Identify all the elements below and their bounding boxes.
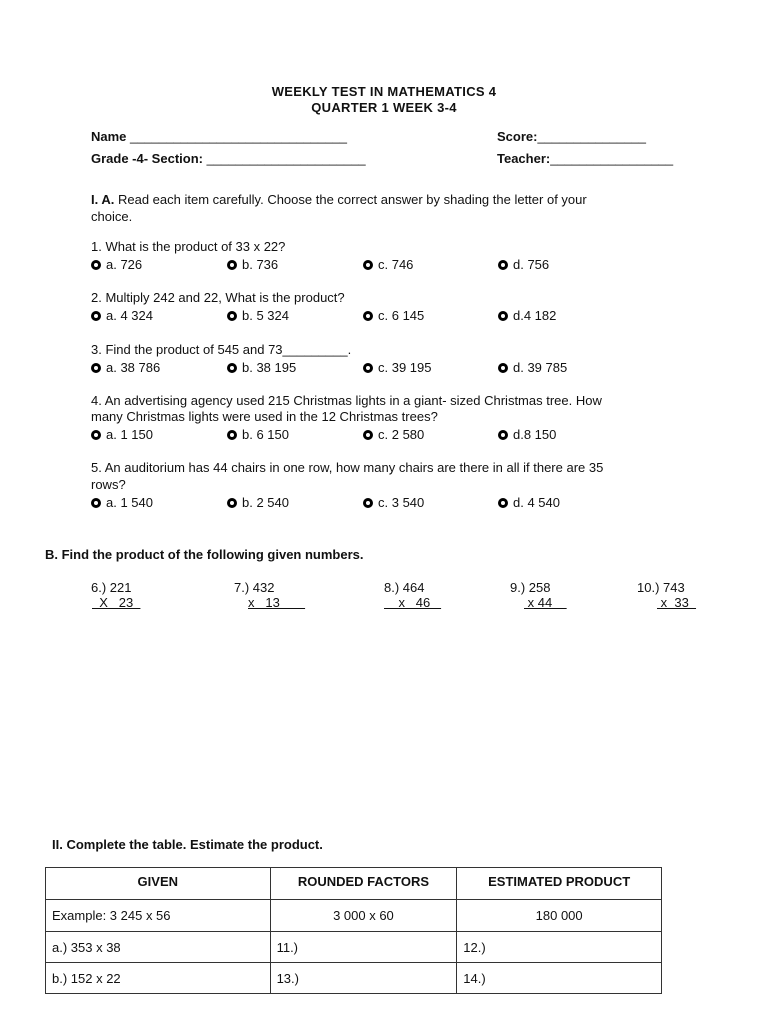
- answer-bubble-icon[interactable]: [91, 430, 101, 440]
- problem-8-top: 8.) 464: [384, 580, 425, 595]
- answer-bubble-icon[interactable]: [363, 363, 373, 373]
- answer-bubble-icon[interactable]: [91, 260, 101, 270]
- grade-section-field: [91, 151, 366, 166]
- problem-6-bottom: X 23: [92, 595, 141, 610]
- problem-10-top: 10.) 743: [637, 580, 685, 595]
- problem-10: [637, 580, 696, 610]
- teacher-blank: _________________: [550, 151, 674, 166]
- column-header-rounded-factors: ROUNDED FACTORS: [270, 868, 457, 900]
- problem-6: [91, 580, 140, 610]
- column-header-given: GIVEN: [46, 868, 271, 900]
- part-ia-instruction-line1: Read each item carefully. Choose the correct answer by shading the letter of your: [117, 192, 587, 207]
- option-4d[interactable]: d.8 150: [498, 427, 556, 442]
- answer-bubble-icon[interactable]: [363, 498, 373, 508]
- part-b-heading: B. Find the product of the following given numbers.: [45, 547, 364, 562]
- table-cell: 3 000 x 60: [270, 900, 457, 932]
- table-row: [46, 900, 662, 932]
- answer-cell-11[interactable]: 11.): [270, 932, 457, 963]
- teacher-label: Teacher:: [497, 151, 551, 166]
- problem-7-bottom: x 13: [248, 595, 306, 610]
- option-2d[interactable]: d.4 182: [498, 308, 556, 323]
- problem-8-bottom: x 46: [384, 595, 442, 610]
- answer-bubble-icon[interactable]: [363, 430, 373, 440]
- teacher-field: [497, 151, 673, 166]
- option-3d[interactable]: d. 39 785: [498, 360, 567, 375]
- problem-9-bottom: x 44: [524, 595, 567, 610]
- answer-bubble-icon[interactable]: [227, 430, 237, 440]
- score-field: [497, 129, 646, 144]
- problem-9-top: 9.) 258: [510, 580, 551, 595]
- table-row: [46, 932, 662, 963]
- table-header-row: [46, 868, 662, 900]
- answer-bubble-icon[interactable]: [227, 498, 237, 508]
- option-2a[interactable]: a. 4 324: [91, 308, 153, 323]
- answer-bubble-icon[interactable]: [498, 311, 508, 321]
- answer-bubble-icon[interactable]: [227, 311, 237, 321]
- option-3b[interactable]: b. 38 195: [227, 360, 296, 375]
- table-cell: 180 000: [457, 900, 662, 932]
- grade-section-blank: ______________________: [206, 151, 366, 166]
- option-5d[interactable]: d. 4 540: [498, 495, 560, 510]
- name-label: Name: [91, 129, 127, 144]
- answer-bubble-icon[interactable]: [498, 260, 508, 270]
- part-ia-label: I. A.: [91, 192, 115, 207]
- question-4-line1: 4. An advertising agency used 215 Christmas lights in a giant- sized Christmas tree. How: [91, 393, 602, 408]
- option-1b[interactable]: b. 736: [227, 257, 278, 272]
- answer-bubble-icon[interactable]: [227, 260, 237, 270]
- option-5c[interactable]: c. 3 540: [363, 495, 424, 510]
- option-5a[interactable]: a. 1 540: [91, 495, 153, 510]
- part-ia-instruction-line2: choice.: [91, 209, 133, 224]
- option-2b[interactable]: b. 5 324: [227, 308, 289, 323]
- problem-7: [234, 580, 305, 610]
- option-1d[interactable]: d. 756: [498, 257, 549, 272]
- answer-bubble-icon[interactable]: [363, 311, 373, 321]
- answer-bubble-icon[interactable]: [498, 363, 508, 373]
- score-label: Score:: [497, 129, 538, 144]
- problem-7-top: 7.) 432: [234, 580, 275, 595]
- name-field: [91, 129, 347, 144]
- answer-bubble-icon[interactable]: [363, 260, 373, 270]
- table-cell: Example: 3 245 x 56: [46, 900, 271, 932]
- question-5-line1: 5. An auditorium has 44 chairs in one row, how many chairs are there in all if there are 35: [91, 460, 604, 475]
- answer-bubble-icon[interactable]: [498, 498, 508, 508]
- table-cell: b.) 152 x 22: [46, 963, 271, 994]
- estimation-table: [45, 867, 662, 994]
- test-subtitle: QUARTER 1 WEEK 3-4: [311, 100, 457, 115]
- option-3a[interactable]: a. 38 786: [91, 360, 160, 375]
- problem-8: [384, 580, 441, 610]
- option-3c[interactable]: c. 39 195: [363, 360, 432, 375]
- question-3: 3. Find the product of 545 and 73_________.: [91, 342, 352, 357]
- score-blank: _______________: [537, 129, 646, 144]
- column-header-estimated-product: ESTIMATED PRODUCT: [457, 868, 662, 900]
- name-blank: ______________________________: [130, 129, 347, 144]
- question-5-line2: rows?: [91, 477, 126, 492]
- table-row: [46, 963, 662, 994]
- answer-cell-13[interactable]: 13.): [270, 963, 457, 994]
- answer-bubble-icon[interactable]: [91, 498, 101, 508]
- part-ia-instruction: [91, 192, 587, 207]
- answer-bubble-icon[interactable]: [227, 363, 237, 373]
- problem-10-bottom: x 33: [657, 595, 697, 610]
- test-title: WEEKLY TEST IN MATHEMATICS 4: [271, 84, 497, 99]
- answer-bubble-icon[interactable]: [91, 311, 101, 321]
- question-1: 1. What is the product of 33 x 22?: [91, 239, 286, 254]
- question-2: 2. Multiply 242 and 22, What is the product?: [91, 290, 345, 305]
- answer-bubble-icon[interactable]: [91, 363, 101, 373]
- option-1a[interactable]: a. 726: [91, 257, 142, 272]
- grade-section-label: Grade -4- Section:: [91, 151, 203, 166]
- answer-cell-12[interactable]: 12.): [457, 932, 662, 963]
- option-5b[interactable]: b. 2 540: [227, 495, 289, 510]
- option-4b[interactable]: b. 6 150: [227, 427, 289, 442]
- part-ii-heading: II. Complete the table. Estimate the product.: [52, 837, 323, 852]
- table-cell: a.) 353 x 38: [46, 932, 271, 963]
- problem-9: [510, 580, 567, 610]
- option-2c[interactable]: c. 6 145: [363, 308, 424, 323]
- answer-bubble-icon[interactable]: [498, 430, 508, 440]
- option-4a[interactable]: a. 1 150: [91, 427, 153, 442]
- option-4c[interactable]: c. 2 580: [363, 427, 424, 442]
- answer-cell-14[interactable]: 14.): [457, 963, 662, 994]
- option-1c[interactable]: c. 746: [363, 257, 413, 272]
- question-4-line2: many Christmas lights were used in the 12 Christmas trees?: [91, 409, 438, 424]
- problem-6-top: 6.) 221: [91, 580, 132, 595]
